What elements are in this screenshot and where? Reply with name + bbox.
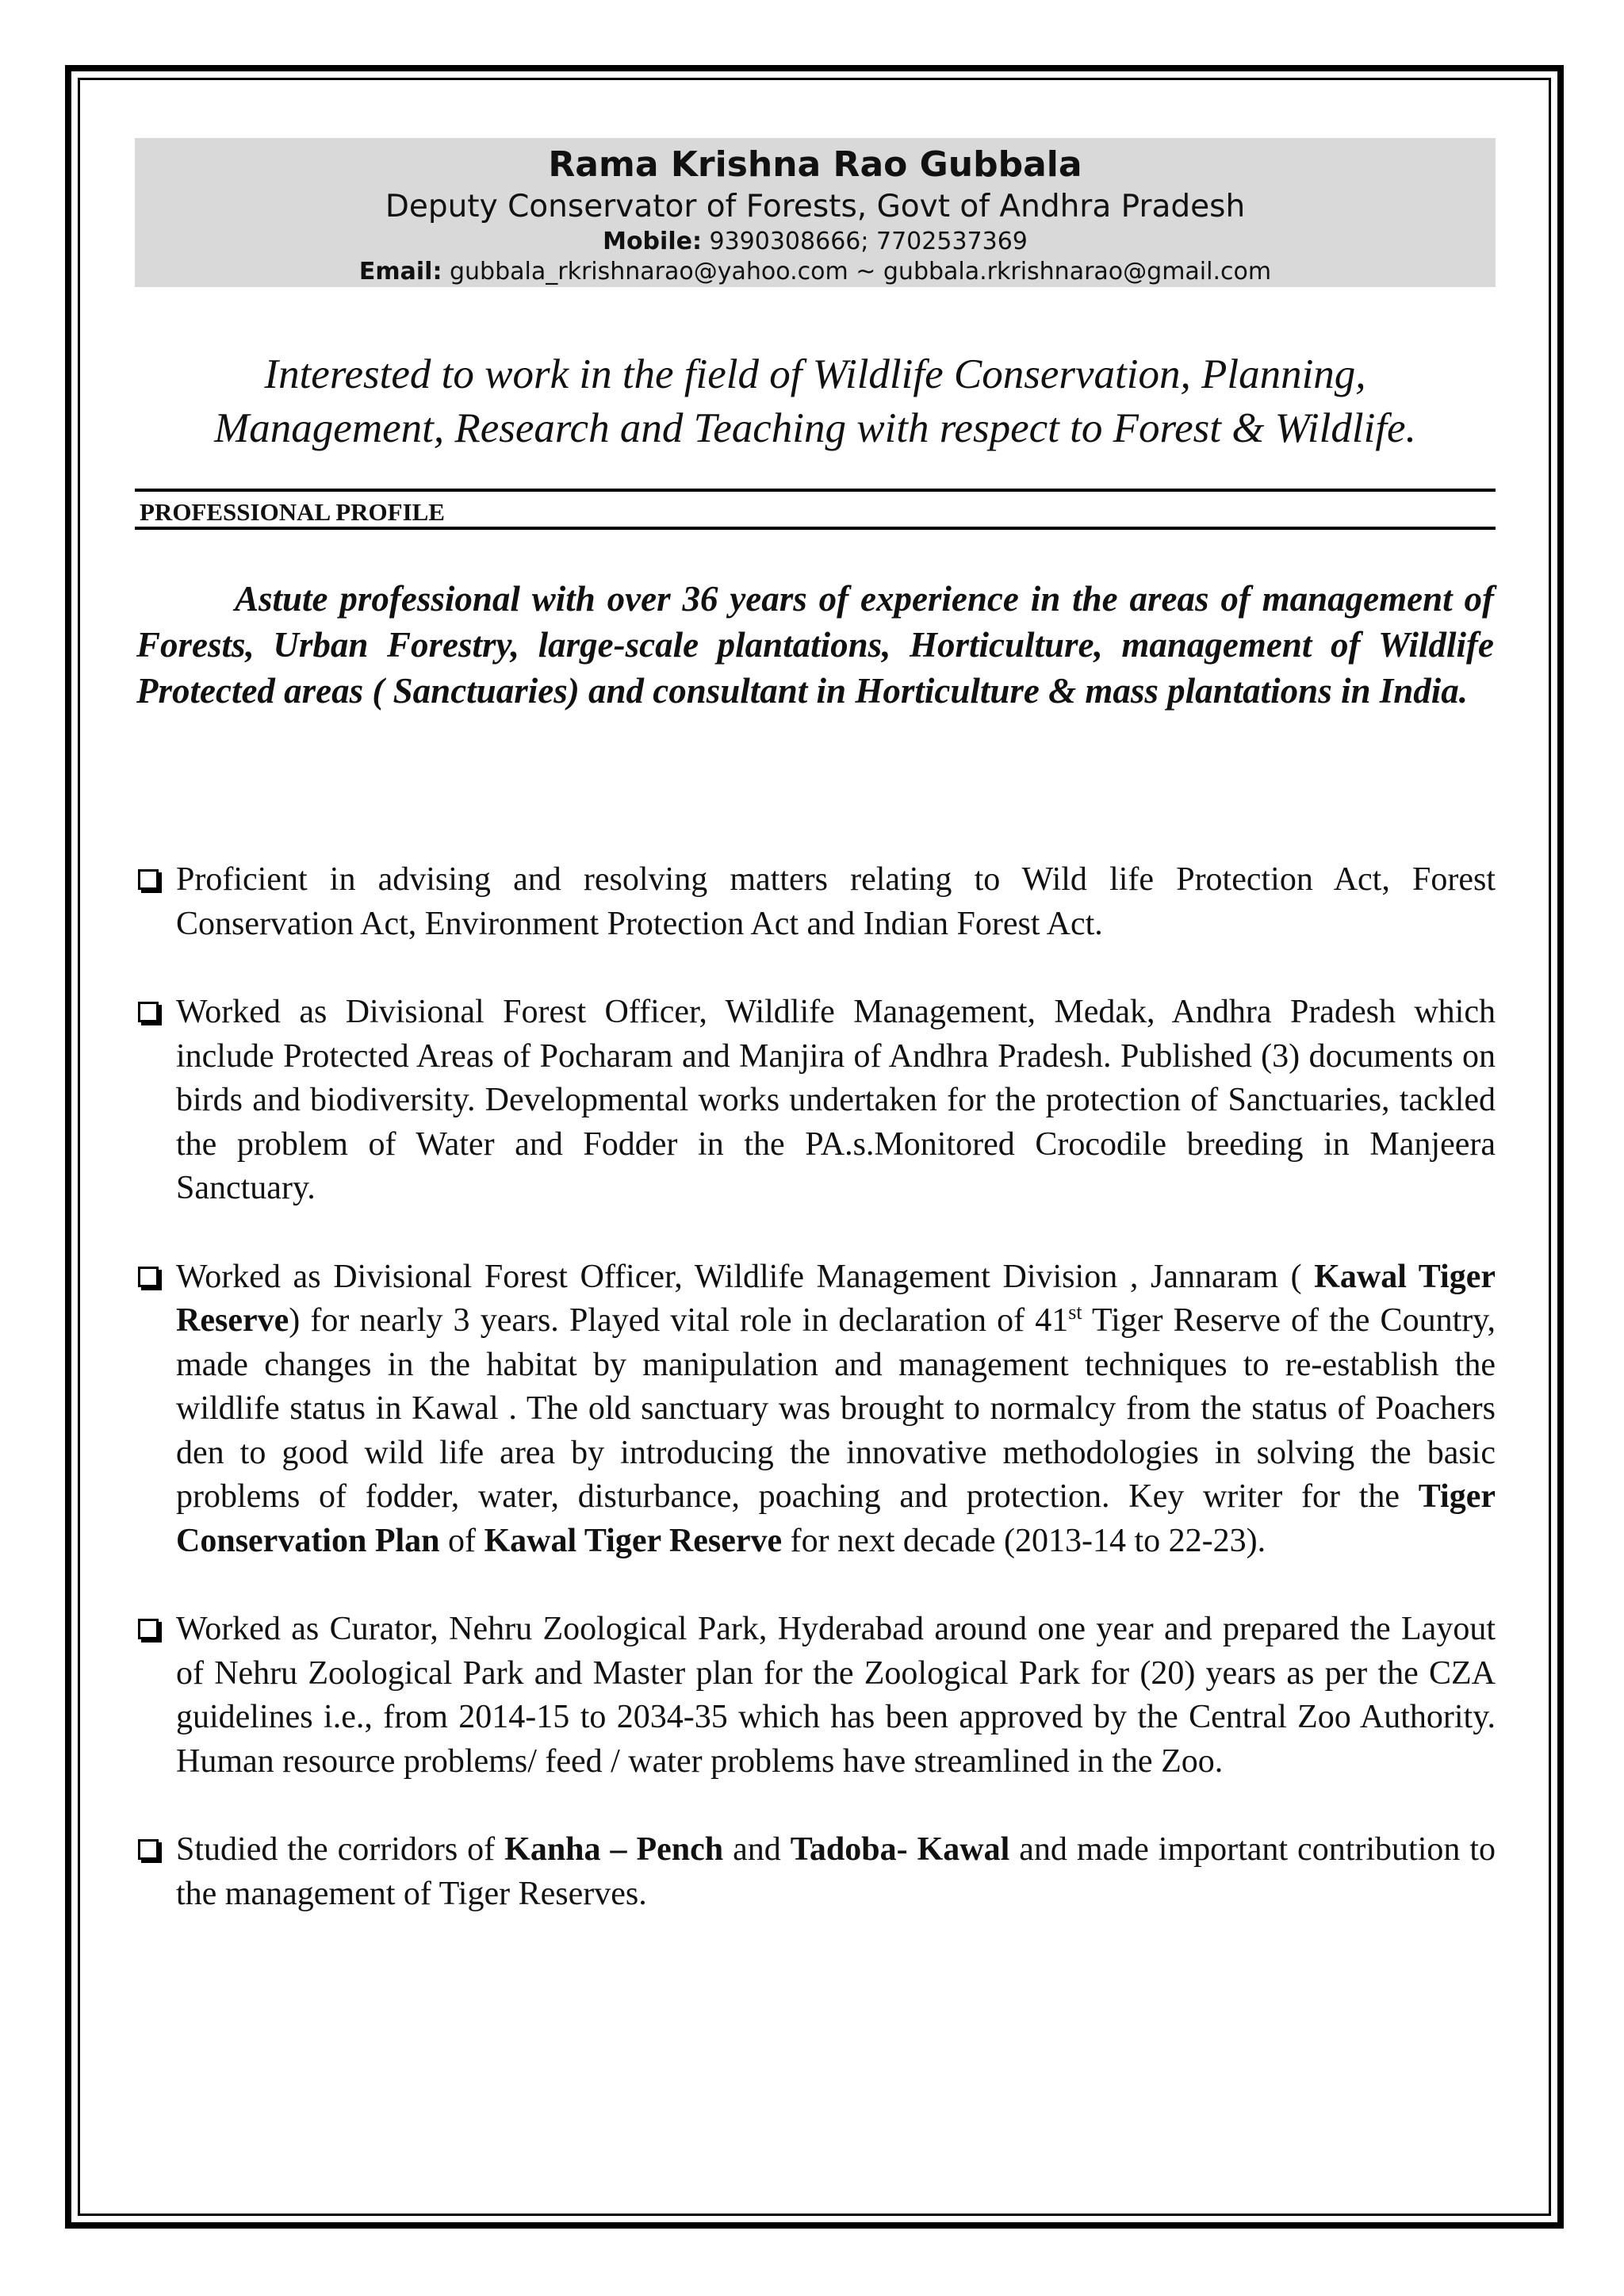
candidate-name: Rama Krishna Rao Gubbala bbox=[548, 144, 1082, 185]
profile-bullets bbox=[135, 858, 1496, 1961]
bullet-text: ) for nearly 3 years. Played vital role in declaration of 41 bbox=[289, 1302, 1069, 1339]
header bbox=[135, 138, 1496, 287]
designation: Deputy Conservator of Forests, Govt of Andhra Pradesh bbox=[385, 189, 1246, 224]
email-line bbox=[135, 257, 1496, 287]
list-item bbox=[135, 1828, 1496, 1916]
section-heading-label: PROFESSIONAL PROFILE bbox=[140, 498, 445, 526]
email-value: gubbala_rkrishnarao@yahoo.com ~ gubbala.rkrishnarao@gmail.com bbox=[450, 258, 1272, 286]
profile-summary: Astute professional with over 36 years of experience in the areas of management of Forests, Urban Forestry, large-scale plantations, Horticulture, management of Wildlife Protected areas ( Sanctuaries) and consultant in Horticulture & mass plantations in India. bbox=[136, 579, 1494, 711]
checkbox-bullet-icon bbox=[138, 1839, 159, 1860]
ordinal-suffix: st bbox=[1068, 1301, 1082, 1324]
bullet-text: Worked as Divisional Forest Officer, Wildlife Management, Medak, Andhra Pradesh which include Protected Areas of Pocharam and Manjira of Andhra Pradesh. Published (3) documents on birds and biodiversity. Developmental works undertaken for the protection of Sanctuaries, tackled the problem of Water and Fodder in the PA.s.Monitored Crocodile breeding in Manjeera Sanctuary. bbox=[176, 994, 1496, 1206]
bullet-text: Worked as Curator, Nehru Zoological Park, Hyderabad around one year and prepared the Layout of Nehru Zoological Park and Master plan for the Zoological Park for (20) years as per the CZA guidelines i.e., from 2014-15 to 2034-35 which has been approved by the Central Zoo Authority. Human resource problems/ feed / water problems have streamlined in the Zoo. bbox=[176, 1611, 1496, 1780]
objective-line-2: Management, Research and Teaching with respect to Forest & Wildlife. bbox=[214, 405, 1416, 451]
bullet-bold-text: Kawal Tiger Reserve bbox=[176, 1258, 1496, 1339]
section-heading-professional-profile bbox=[135, 489, 1496, 530]
checkbox-bullet-icon bbox=[138, 1267, 159, 1287]
list-item bbox=[135, 1608, 1496, 1784]
list-item bbox=[135, 1255, 1496, 1564]
bullet-text: of bbox=[439, 1522, 485, 1559]
list-item bbox=[135, 991, 1496, 1211]
checkbox-bullet-icon bbox=[138, 869, 159, 890]
mobile-value: 9390308666; 7702537369 bbox=[709, 228, 1028, 255]
bullet-text: and made important contribution to the management of Tiger Reserves. bbox=[176, 1831, 1496, 1912]
bullet-bold-text: Kanha – Pench bbox=[504, 1831, 724, 1868]
bullet-text: for next decade (2013-14 to 22-23). bbox=[782, 1522, 1266, 1559]
checkbox-bullet-icon bbox=[138, 1619, 159, 1639]
objective-line-1: Interested to work in the field of Wildlife Conservation, Planning, bbox=[264, 351, 1366, 397]
bullet-text: Tiger Reserve of the Country, made changes in the habitat by manipulation and management techniques to re-establish the wildlife status in Kawal . The old sanctuary was brought to normalcy from the status of Poachers den to good wild life area by introducing the innovative methodologies in solving the basic problems of fodder, water, disturbance, poaching and protection. Key writer for the bbox=[176, 1302, 1496, 1515]
bullet-bold-text: Kawal Tiger Reserve bbox=[484, 1522, 783, 1559]
mobile-line bbox=[135, 227, 1496, 257]
checkbox-bullet-icon bbox=[138, 1002, 159, 1022]
career-objective bbox=[135, 347, 1496, 455]
bullet-text: Proficient in advising and resolving matters relating to Wild life Protection Act, Forest Conservation Act, Environment Protection Act and Indian Forest Act. bbox=[176, 861, 1496, 942]
list-item bbox=[135, 858, 1496, 946]
email-label: Email: bbox=[358, 258, 442, 286]
bullet-bold-text: Tadoba- Kawal bbox=[790, 1831, 1010, 1868]
bullet-bold-text: Tiger Conservation Plan bbox=[176, 1478, 1496, 1559]
bullet-text: Worked as Divisional Forest Officer, Wildlife Management Division , Jannaram ( bbox=[176, 1258, 1315, 1295]
bullet-text: and bbox=[723, 1831, 791, 1868]
mobile-label: Mobile: bbox=[603, 228, 702, 255]
bullet-text: Studied the corridors of bbox=[176, 1831, 505, 1868]
